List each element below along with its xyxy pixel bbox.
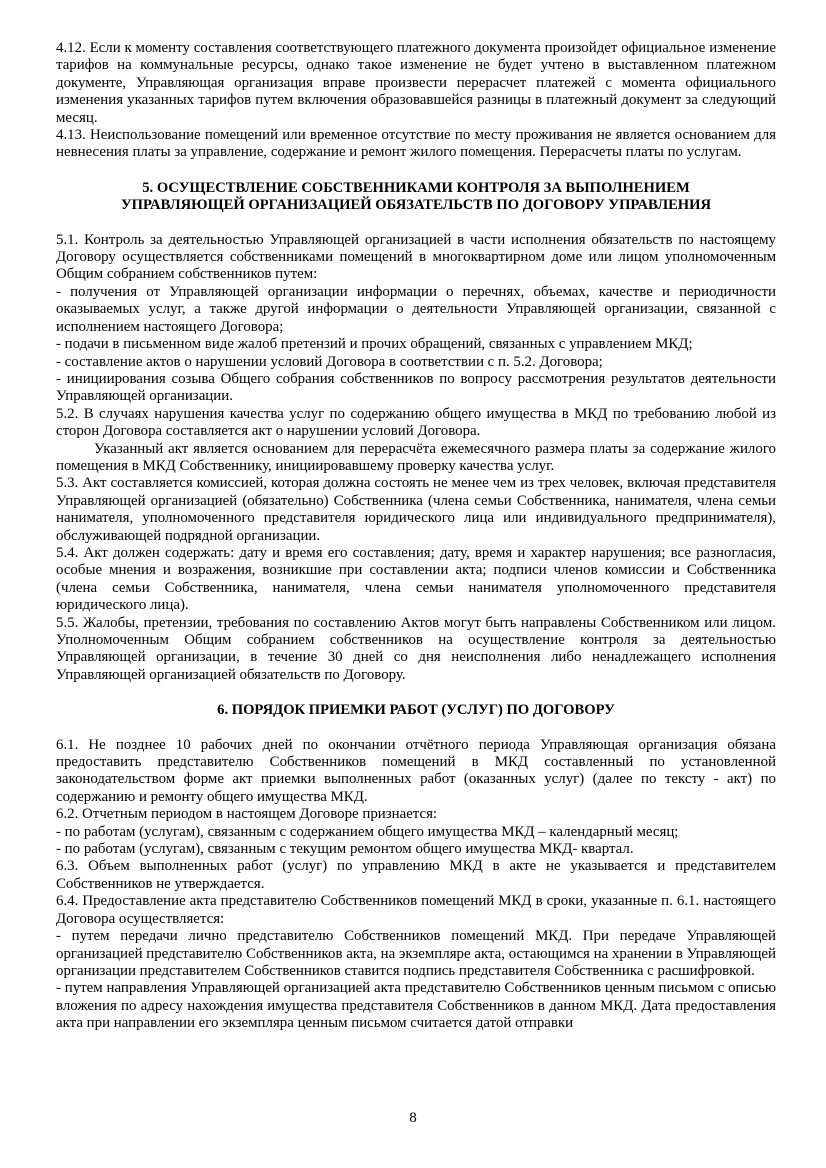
paragraph-4-12: 4.12. Если к моменту составления соответствующего платежного документа произойдет официальное изменение тарифов на коммунальные ресурсы, однако такое изменение не будет учтено в выставленном платежном документе, Управляющая организация вправе произвести перерасчет платежей с момента официального изменения указанных тарифов путем включения образовавшейся разницы в платежный документ за следующий месяц. <box>56 40 776 126</box>
paragraph-5-2: 5.2. В случаях нарушения качества услуг по содержанию общего имущества в МКД по требованию любой из сторон Договора составляется акт о нарушении условий Договора. <box>56 405 776 440</box>
section-5-heading-line-1: 5. ОСУЩЕСТВЛЕНИЕ СОБСТВЕННИКАМИ КОНТРОЛЯ ЗА ВЫПОЛНЕНИЕМ <box>142 179 690 196</box>
paragraph-6-3: 6.3. Объем выполненных работ (услуг) по управлению МКД в акте не указывается и представителем Собственников не утверждается. <box>56 858 776 892</box>
section-5-heading-line-2: УПРАВЛЯЮЩЕЙ ОРГАНИЗАЦИЕЙ ОБЯЗАТЕЛЬСТВ ПО ДОГОВОРУ УПРАВЛЕНИЯ <box>120 197 712 214</box>
page-number: 8 <box>409 1110 417 1126</box>
paragraph-5-3: 5.3. Акт составляется комиссией, которая должна состоять не менее чем из трех человек, включая представителя Управляющей организацией (обязательно) Собственника (члена семьи Собственника, нанимателя, члена семьи нанимателя, уполномоченного представителя юридического лица или индивидуального предпринимателя), обслуживающей подрядной организации. <box>56 475 776 544</box>
section-6-heading: 6. ПОРЯДОК ПРИЕМКИ РАБОТ (УСЛУГ) ПО ДОГОВОРУ <box>217 702 615 719</box>
paragraph-5-2-note: Указанный акт является основанием для перерасчёта ежемесячного размера платы за содержание жилого помещения в МКД Собственнику, инициировавшему проверку качества услуг. <box>56 440 776 474</box>
paragraph-5-1-item-3: - составление актов о нарушении условий Договора в соответствии с п. 5.2. Договора; <box>56 353 603 370</box>
paragraph-5-1-item-4: - инициирования созыва Общего собрания собственников по вопросу рассмотрения результатов деятельности Управляющей организации. <box>56 370 776 405</box>
paragraph-5-1-item-2: - подачи в письменном виде жалоб претензий и прочих обращений, связанных с управлением МКД; <box>56 336 693 353</box>
paragraph-5-5: 5.5. Жалобы, претензии, требования по составлению Актов могут быть направлены Собственником или лицом. Уполномоченным Общим собранием собственников на осуществление контроля за деятельностью Управляющей организации, в течение 30 дней со дня неисполнения либо ненадлежащего исполнения Управляющей организацией обязательств по Договору. <box>56 614 776 683</box>
paragraph-5-1-item-1: - получения от Управляющей организации информации о перечнях, объемах, качестве и периодичности оказываемых услуг, а также другой информации о деятельности Управляющей организации, связанной с исполнением настоящего Договора; <box>56 283 776 335</box>
section-5-heading <box>56 180 776 215</box>
document-page <box>56 40 776 1033</box>
paragraph-6-2-item-2: - по работам (услугам), связанным с текущим ремонтом общего имущества МКД- квартал. <box>56 841 634 858</box>
paragraph-6-4-item-1: - путем передачи лично представителю Собственников помещений МКД. При передаче Управляющей организацией представителю Собственников акта, на экземпляре акта, остающимся на хранении в Управляющей организации представителем Собственников ставится подпись представителя Собственника с расшифровкой. <box>56 928 776 979</box>
paragraph-4-13: 4.13. Неиспользование помещений или временное отсутствие по месту проживания не является основанием для невнесения платы за управление, содержание и ремонт жилого помещения. Перерасчеты платы по услугам. <box>56 127 776 161</box>
paragraph-6-4: 6.4. Предоставление акта представителю Собственников помещений МКД в сроки, указанные п. 6.1. настоящего Договора осуществляется: <box>56 893 776 927</box>
paragraph-6-4-item-2: - путем направления Управляющей организацией акта представителю Собственников ценным письмом с описью вложения по адресу нахождения имущества представителя Собственников в данном МКД. Дата предоставления акта при направлении его экземпляра ценным письмом считается датой отправки <box>56 980 776 1032</box>
paragraph-6-1: 6.1. Не позднее 10 рабочих дней по окончании отчётного периода Управляющая организация обязана предоставить представителю Собственников помещений в МКД составленный по установленной законодательством форме акт приемки выполненных работ (оказанных услуг) (далее по тексту - акт) по содержанию и ремонту общего имущества МКД. <box>56 736 776 805</box>
paragraph-5-4: 5.4. Акт должен содержать: дату и время его составления; дату, время и характер нарушения; все разногласия, особые мнения и возражения, возникшие при составлении акта; подписи членов комиссии и Собственника (члена семьи Собственника, нанимателя, члена семьи нанимателя уполномоченного представителя юридического лица). <box>56 544 776 614</box>
paragraph-6-2: 6.2. Отчетным периодом в настоящем Договоре признается: <box>56 806 438 823</box>
paragraph-5-1: 5.1. Контроль за деятельностью Управляющей организацией в части исполнения обязательств по настоящему Договору осуществляется собственниками помещений в многоквартирном доме или лицом уполномоченным Общим собранием собственников путем: <box>56 231 776 283</box>
paragraph-6-2-item-1: - по работам (услугам), связанным с содержанием общего имущества МКД – календарный месяц; <box>56 823 679 840</box>
